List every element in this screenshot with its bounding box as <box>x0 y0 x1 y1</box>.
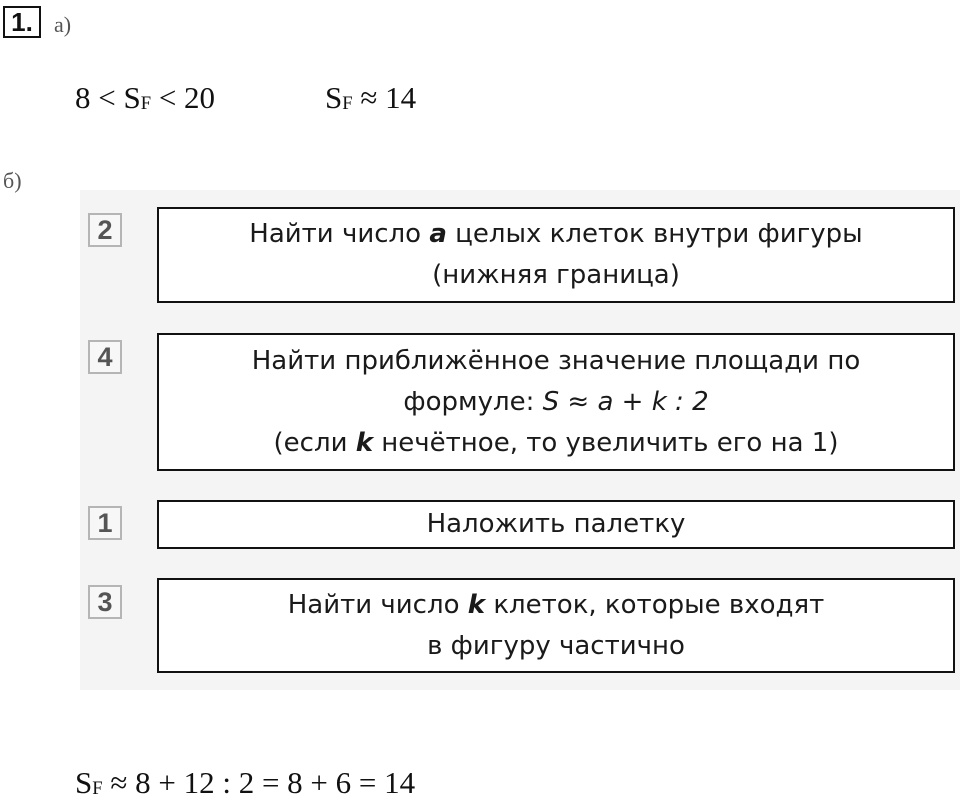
area-calculation <box>75 765 415 801</box>
step-line: (если k нечётное, то увеличить его на 1) <box>273 427 839 458</box>
step-line: Найти приближённое значение площади по <box>251 345 861 376</box>
task-number: 1. <box>3 6 41 38</box>
part-b-label: б) <box>3 168 22 193</box>
step-line: формуле: S ≈ a + k : 2 <box>403 386 709 417</box>
area-subscript: F <box>140 92 152 114</box>
variable-k: k <box>355 427 374 458</box>
step-number: 2 <box>88 213 122 247</box>
step-line: Наложить палетку <box>426 509 686 539</box>
step-number: 1 <box>88 506 122 540</box>
step-line: (нижняя граница) <box>432 260 680 290</box>
step-number: 3 <box>88 585 122 619</box>
step-line: Найти число k клеток, которые входят <box>287 589 825 620</box>
step-box <box>157 333 955 471</box>
step-box <box>157 207 955 303</box>
area-symbol: S <box>75 765 93 800</box>
step-number: 4 <box>88 340 122 374</box>
step-box <box>157 578 955 673</box>
area-symbol: S <box>123 80 141 115</box>
step-line: Найти число a целых клеток внутри фигуры <box>249 219 863 249</box>
area-symbol: S <box>325 80 343 115</box>
step-line: в фигуру частично <box>427 630 685 661</box>
estimate-value: ≈ 14 <box>360 80 417 115</box>
step-box <box>157 500 955 549</box>
variable-a: a <box>429 219 447 249</box>
calculation-value: ≈ 8 + 12 : 2 = 8 + 6 = 14 <box>110 765 416 800</box>
area-subscript: F <box>342 92 353 114</box>
part-a-label: а) <box>54 12 72 37</box>
inequality-left: 8 < <box>75 80 116 115</box>
variable-k: k <box>467 589 486 620</box>
area-estimate <box>325 80 416 116</box>
area-formula: S ≈ a + k : 2 <box>542 386 709 417</box>
inequality-right: < 20 <box>158 80 216 115</box>
area-subscript: F <box>92 777 103 799</box>
area-inequality <box>75 80 215 116</box>
